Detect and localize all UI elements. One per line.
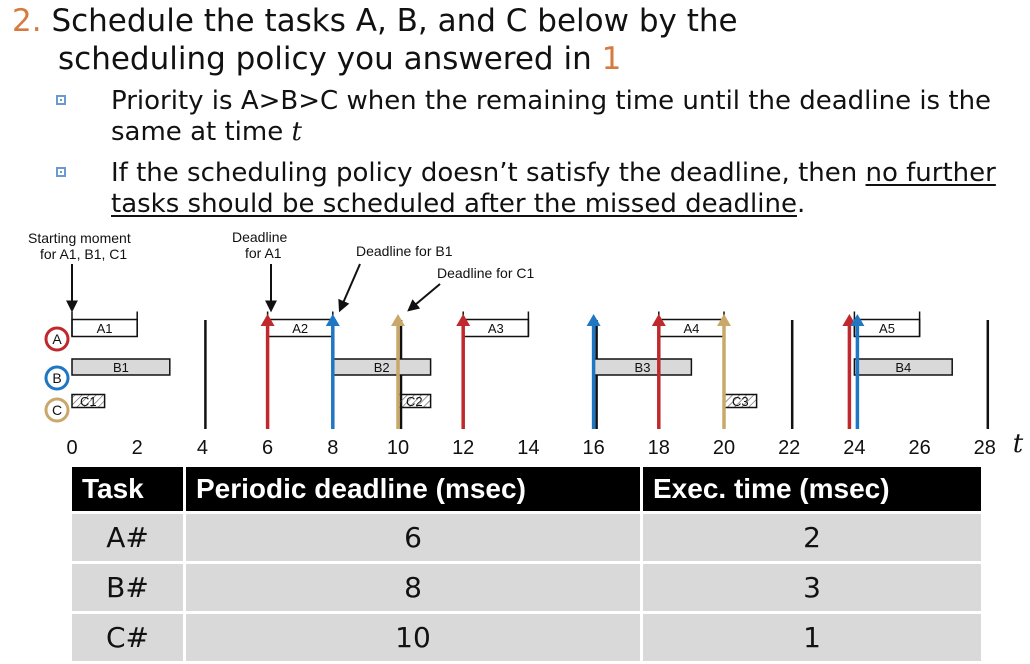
job-label: A5 bbox=[879, 321, 895, 336]
axis-tick-label: 6 bbox=[262, 437, 274, 459]
cell-exec: 1 bbox=[640, 611, 981, 661]
job-label: A4 bbox=[683, 321, 700, 336]
job-b1 bbox=[72, 359, 170, 375]
cell-exec: 2 bbox=[640, 511, 981, 561]
cell-task: C# bbox=[72, 611, 183, 661]
table-row bbox=[72, 511, 981, 561]
axis-tick-label: 10 bbox=[386, 437, 410, 459]
axis-tick-label: 14 bbox=[517, 437, 540, 459]
task-table bbox=[72, 467, 981, 661]
job-b2 bbox=[333, 359, 431, 375]
cell-exec: 3 bbox=[640, 561, 981, 611]
job-a3 bbox=[463, 312, 528, 337]
svg-text:A: A bbox=[52, 331, 62, 347]
axis-tick-label: 26 bbox=[908, 437, 931, 459]
job-a1 bbox=[72, 312, 137, 337]
table-row bbox=[72, 611, 981, 661]
cell-task: A# bbox=[72, 511, 183, 561]
job-a2 bbox=[268, 312, 333, 337]
header-periodic-deadline: Periodic deadline (msec) bbox=[183, 467, 640, 511]
start-annotation-line1: Starting moment bbox=[28, 230, 131, 246]
axis-tick-label: 18 bbox=[647, 437, 670, 459]
job-c2 bbox=[398, 394, 431, 409]
job-b4 bbox=[854, 359, 952, 375]
cell-deadline: 8 bbox=[183, 561, 640, 611]
bullet-deadline-text bbox=[111, 158, 1011, 220]
axis-tick-label: 2 bbox=[131, 437, 143, 459]
job-label: C1 bbox=[79, 394, 97, 409]
bullet-square-icon bbox=[56, 167, 66, 177]
row-label-a bbox=[46, 328, 68, 350]
heading-text-2: scheduling policy you answered in bbox=[58, 41, 592, 77]
axis-tick-label: 4 bbox=[196, 437, 208, 459]
job-label: A1 bbox=[96, 321, 113, 336]
bullet-deadline-body: If the scheduling policy doesn’t satisfy the deadline, then bbox=[111, 158, 858, 188]
cell-deadline: 10 bbox=[183, 611, 640, 661]
axis-tick-label: 8 bbox=[327, 437, 339, 459]
axis-tick-label: 28 bbox=[973, 437, 996, 459]
start-annotation-line2: for A1, B1, C1 bbox=[40, 246, 128, 262]
job-label: C3 bbox=[731, 394, 749, 409]
svg-text:B: B bbox=[52, 370, 62, 386]
job-c1 bbox=[72, 394, 105, 409]
heading-line-2 bbox=[12, 40, 738, 78]
cell-deadline: 6 bbox=[183, 511, 640, 561]
schedule-diagram bbox=[0, 222, 1030, 462]
question-heading bbox=[12, 2, 738, 78]
bullet-square-icon bbox=[56, 95, 66, 105]
deadline-c1-pointer-arrow bbox=[409, 284, 440, 310]
axis-variable: t bbox=[1012, 429, 1024, 459]
job-label: B2 bbox=[373, 360, 390, 375]
deadline-a1-line2: for A1 bbox=[245, 245, 282, 261]
job-c3 bbox=[724, 394, 757, 409]
job-label: A2 bbox=[292, 321, 309, 336]
job-a5 bbox=[854, 312, 919, 337]
heading-text-1: Schedule the tasks A, B, and C below by the bbox=[51, 3, 738, 39]
job-label: A3 bbox=[487, 321, 504, 336]
deadline-c1-label: Deadline for C1 bbox=[437, 265, 535, 281]
cell-task: B# bbox=[72, 561, 183, 611]
table-header-row bbox=[72, 467, 981, 511]
question-number: 2. bbox=[12, 3, 42, 39]
svg-text:C: C bbox=[51, 402, 63, 418]
heading-reference: 1 bbox=[601, 41, 622, 77]
row-label-b bbox=[46, 367, 68, 389]
job-label: B3 bbox=[634, 360, 651, 375]
heading-line-1 bbox=[12, 2, 738, 40]
header-task: Task bbox=[72, 467, 183, 511]
deadline-b1-label: Deadline for B1 bbox=[356, 243, 453, 259]
job-label: C2 bbox=[405, 394, 423, 409]
bullet-priority-body: Priority is A>B>C when the remaining time until the deadline is the same at time bbox=[111, 86, 992, 147]
bullet-deadline-period: . bbox=[796, 189, 806, 219]
axis-tick-label: 24 bbox=[843, 437, 866, 459]
job-a4 bbox=[659, 312, 724, 337]
axis-tick-label: 0 bbox=[66, 437, 78, 459]
job-b3 bbox=[594, 359, 692, 375]
job-label: B1 bbox=[112, 360, 129, 375]
deadline-a1-line1: Deadline bbox=[232, 229, 288, 245]
time-variable: t bbox=[291, 117, 302, 147]
bullet-deadline-underlined: no further tasks should be scheduled after the missed deadline bbox=[111, 158, 996, 219]
job-label: B4 bbox=[895, 360, 912, 375]
axis-tick-label: 12 bbox=[452, 437, 475, 459]
axis-tick-label: 22 bbox=[778, 437, 801, 459]
header-exec-time: Exec. time (msec) bbox=[640, 467, 981, 511]
axis-tick-label: 16 bbox=[582, 437, 605, 459]
deadline-b1-pointer-arrow bbox=[340, 264, 360, 310]
bullet-priority-text bbox=[111, 86, 1011, 148]
table-row bbox=[72, 561, 981, 611]
axis-tick-label: 20 bbox=[712, 437, 736, 459]
row-label-c bbox=[46, 399, 68, 421]
